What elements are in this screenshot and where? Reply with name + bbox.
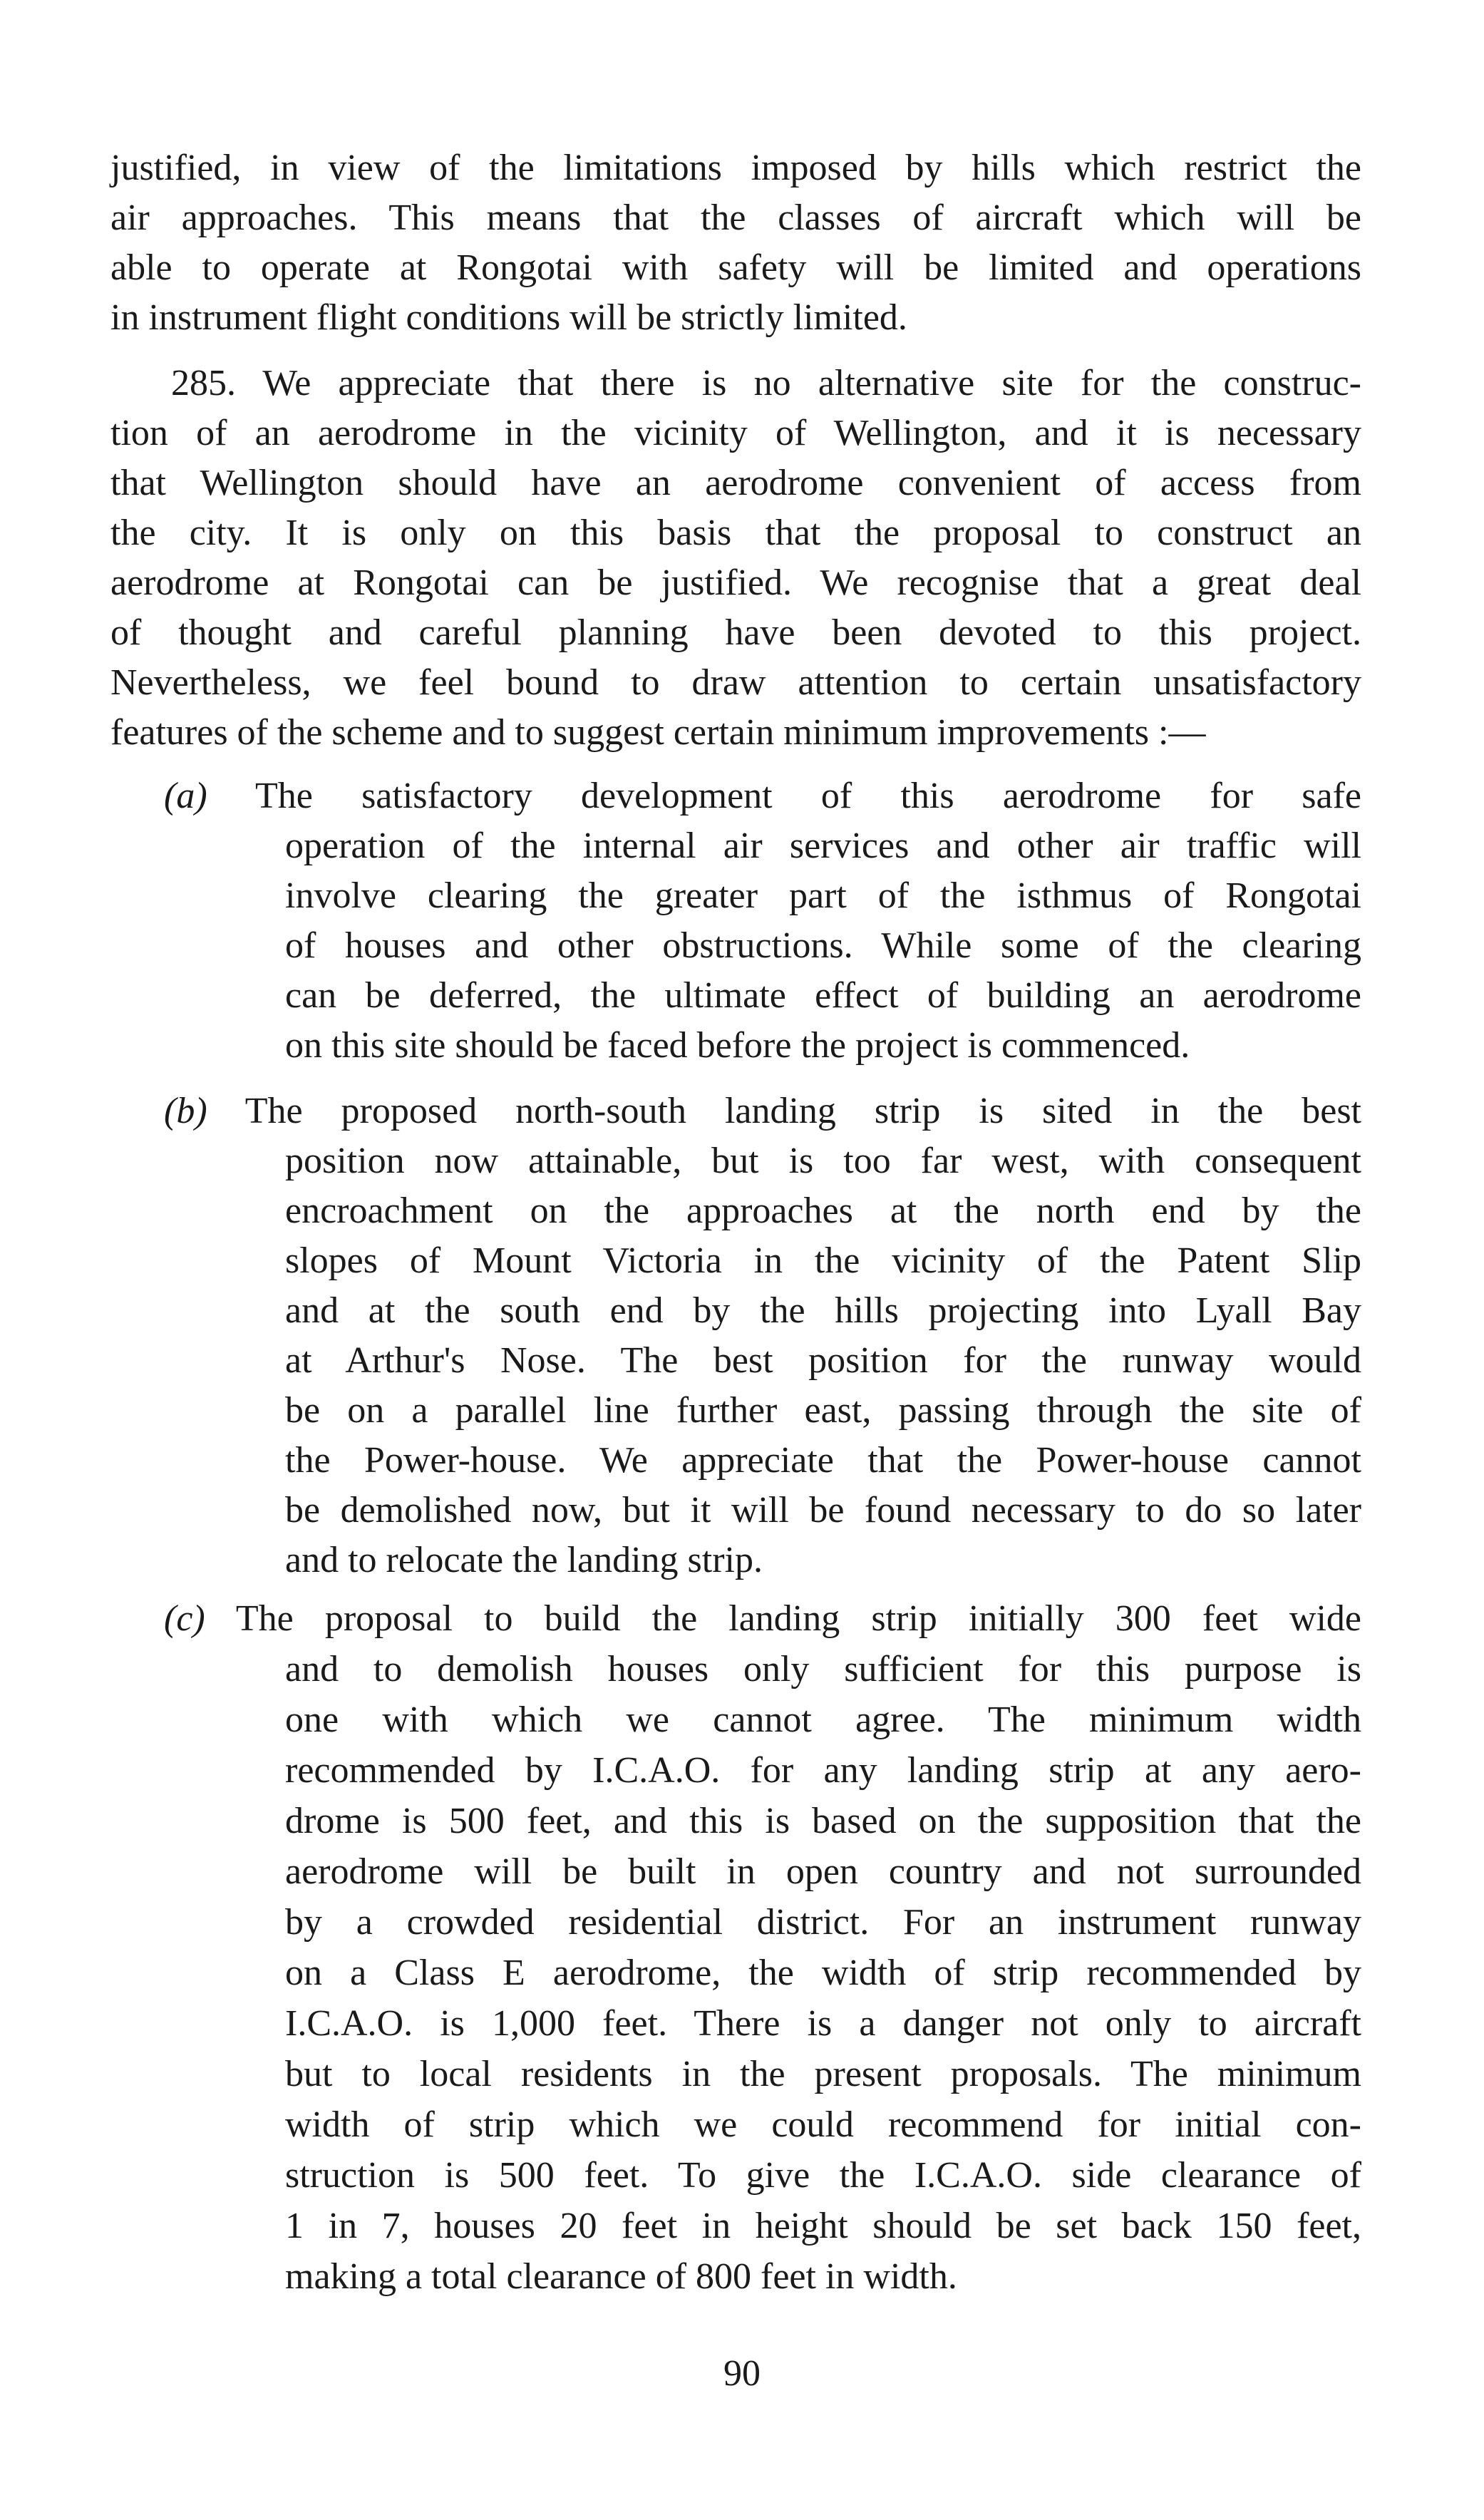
text-line <box>110 1694 1361 1745</box>
line-text: tion of an aerodrome in the vicinity of Wellington, and it is necessary <box>110 413 1361 453</box>
page-number: 90 <box>723 2353 761 2394</box>
text-line <box>110 708 1361 758</box>
line-text: on this site should be faced before the project is commenced. <box>285 1025 1190 1066</box>
line-text: 285. We appreciate that there is no alternative site for the construc- <box>171 363 1361 403</box>
text-line <box>110 2251 1361 2302</box>
text-line <box>110 921 1361 971</box>
line-text: and to relocate the landing strip. <box>285 1540 763 1580</box>
line-text: and to demolish houses only sufficient for this purpose is <box>285 1649 1361 1690</box>
line-text: aerodrome will be built in open country and not surrounded <box>285 1851 1361 1892</box>
text-line <box>110 771 1361 821</box>
text-line <box>110 1486 1361 1536</box>
text-line <box>110 1386 1361 1436</box>
paragraph-285 <box>110 359 1361 758</box>
text-line <box>110 608 1361 658</box>
text-line <box>110 1436 1361 1486</box>
text-line <box>110 1286 1361 1336</box>
line-text: but to local residents in the present proposals. The minimum <box>285 2054 1361 2094</box>
text-line <box>110 558 1361 608</box>
line-text: be on a parallel line further east, passing through the site of <box>285 1390 1361 1431</box>
text-line <box>110 143 1361 193</box>
line-text: slopes of Mount Victoria in the vicinity of the Patent Slip <box>285 1240 1361 1281</box>
item-label: (a) <box>164 776 207 816</box>
line-text: making a total clearance of 800 feet in width. <box>285 2256 957 2297</box>
text-line <box>110 2049 1361 2099</box>
text-line <box>110 2099 1361 2150</box>
text-line <box>110 1948 1361 1998</box>
list-item-b <box>110 1086 1361 1585</box>
line-text: able to operate at Rongotai with safety will be limited and operations <box>110 247 1361 288</box>
line-text: recommended by I.C.A.O. for any landing strip at any aero- <box>285 1750 1361 1791</box>
item-label: (c) <box>164 1598 205 1639</box>
text-line <box>110 971 1361 1021</box>
line-text: be demolished now, but it will be found necessary to do so later <box>285 1490 1361 1531</box>
text-line <box>110 1021 1361 1071</box>
text-line <box>110 1236 1361 1286</box>
line-text: of houses and other obstructions. While some of the clearing <box>285 925 1361 966</box>
line-text: the city. It is only on this basis that the proposal to construct an <box>110 513 1361 553</box>
line-text: Nevertheless, we feel bound to draw attention to certain unsatisfactory <box>110 662 1361 703</box>
line-text: The proposal to build the landing strip initially 300 feet wide <box>235 1598 1362 1639</box>
line-text: struction is 500 feet. To give the I.C.A.O. side clearance of <box>285 2155 1361 2196</box>
line-text: The proposed north-south landing strip is sited in the best <box>244 1091 1361 1131</box>
text-line <box>110 1998 1361 2049</box>
text-line <box>110 1796 1361 1846</box>
line-text: aerodrome at Rongotai can be justified. We recognise that a great deal <box>110 562 1361 603</box>
line-text: the Power-house. We appreciate that the Power-house cannot <box>285 1440 1361 1481</box>
line-text: width of strip which we could recommend for initial con- <box>285 2104 1361 2145</box>
line-text: at Arthur's Nose. The best position for the runway would <box>285 1340 1361 1381</box>
line-text: by a crowded residential district. For an instrument runway <box>285 1902 1361 1943</box>
text-line <box>110 243 1361 293</box>
text-line <box>110 193 1361 243</box>
text-line <box>110 508 1361 558</box>
line-text: and at the south end by the hills projecting into Lyall Bay <box>285 1290 1361 1331</box>
text-line <box>110 1846 1361 1897</box>
line-text: air approaches. This means that the classes of aircraft which will be <box>110 197 1361 238</box>
text-line <box>110 658 1361 708</box>
line-text: can be deferred, the ultimate effect of building an aerodrome <box>285 975 1361 1016</box>
text-line <box>110 1897 1361 1948</box>
text-line <box>110 821 1361 871</box>
item-label: (b) <box>164 1091 207 1131</box>
text-line <box>110 1536 1361 1585</box>
text-line <box>110 1644 1361 1694</box>
line-text: one with which we cannot agree. The minimum width <box>285 1699 1361 1740</box>
text-line <box>110 2150 1361 2201</box>
text-line <box>110 1086 1361 1136</box>
line-text: in instrument flight conditions will be strictly limited. <box>110 297 907 338</box>
text-line <box>110 1745 1361 1796</box>
text-line <box>110 359 1361 408</box>
text-line <box>110 458 1361 508</box>
list-item-a <box>110 771 1361 1071</box>
line-text: of thought and careful planning have been devoted to this project. <box>110 612 1361 653</box>
list-item-c <box>110 1593 1361 2302</box>
text-line <box>110 293 1361 343</box>
paragraph-continued <box>110 143 1361 343</box>
text-line <box>110 1593 1361 1644</box>
text-line <box>110 1136 1361 1186</box>
line-text: position now attainable, but is too far west, with consequent <box>285 1141 1361 1181</box>
line-text: 1 in 7, houses 20 feet in height should be set back 150 feet, <box>285 2206 1361 2246</box>
line-text: The satisfactory development of this aerodrome for safe <box>254 776 1361 816</box>
line-text: I.C.A.O. is 1,000 feet. There is a danger not only to aircraft <box>285 2003 1361 2044</box>
line-text: on a Class E aerodrome, the width of strip recommended by <box>285 1953 1361 1993</box>
text-line <box>110 408 1361 458</box>
line-text: justified, in view of the limitations imposed by hills which restrict the <box>110 148 1361 188</box>
line-text: operation of the internal air services and other air traffic will <box>285 826 1361 866</box>
text-line <box>110 1186 1361 1236</box>
line-text: features of the scheme and to suggest certain minimum improvements :— <box>110 712 1206 753</box>
line-text: encroachment on the approaches at the north end by the <box>285 1190 1361 1231</box>
text-line <box>110 1336 1361 1386</box>
text-line <box>110 2201 1361 2251</box>
line-text: drome is 500 feet, and this is based on the supposition that the <box>285 1801 1361 1841</box>
line-text: involve clearing the greater part of the isthmus of Rongotai <box>285 875 1361 916</box>
text-line <box>110 871 1361 921</box>
line-text: that Wellington should have an aerodrome convenient of access from <box>110 463 1361 503</box>
